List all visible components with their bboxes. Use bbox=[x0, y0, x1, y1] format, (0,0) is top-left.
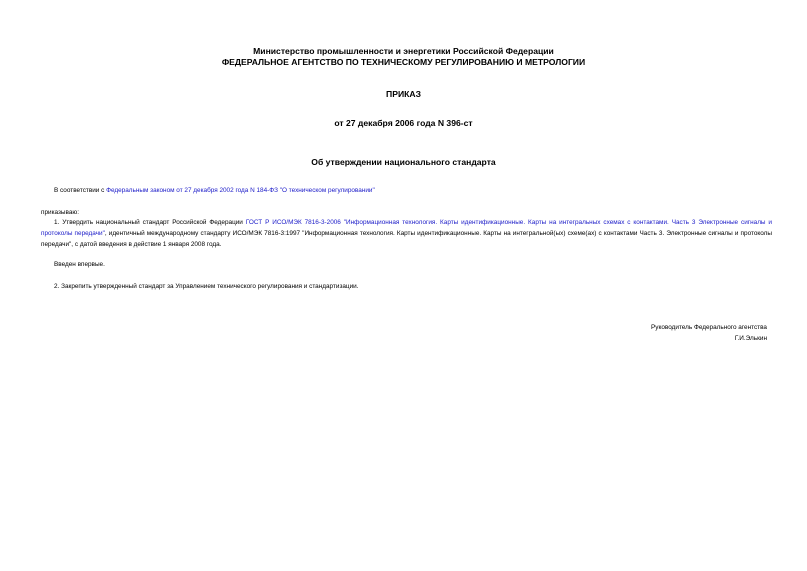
signature-block bbox=[651, 322, 767, 344]
basis-prefix: В соответствии с bbox=[54, 187, 107, 194]
item-1-paragraph bbox=[41, 217, 772, 250]
document-subject: Об утверждении национального стандарта bbox=[311, 157, 496, 167]
standard-link[interactable]: ГОСТ Р ИСО/МЭК 7816-3-2006 "Информационная технология. Карты идентификационные. Карты на интегральных схемах с контактами. Часть 3 Электронные сигналы и протоколы передачи" bbox=[41, 219, 772, 237]
item-2-paragraph: 2. Закрепить утвержденный стандарт за Управлением технического регулирования и стандартизации. bbox=[54, 283, 359, 290]
federal-law-link[interactable]: Федеральным законом от 27 декабря 2002 года N 184-ФЗ "О техническом регулировании" bbox=[106, 187, 375, 194]
ministry-title: Министерство промышленности и энергетики Российской Федерации bbox=[253, 46, 554, 56]
order-word: приказываю: bbox=[41, 209, 79, 216]
document-type: ПРИКАЗ bbox=[386, 89, 421, 99]
signatory-position: Руководитель Федерального агентства bbox=[651, 324, 767, 331]
item-1-prefix: 1. Утвердить национальный стандарт Российской Федерации bbox=[54, 219, 246, 226]
signatory-name: Г.И.Элькин bbox=[734, 335, 767, 342]
item-1-suffix: , идентичный международному стандарту ИСО/МЭК 7816-3:1997 "Информационная технология. Карты идентификационные. Карты на интегральной(ых) схеме(ах) с контактами Часть 3. Электронные сигналы и протоколы передачи", с датой введения в действие 1 января 2008 года. bbox=[41, 230, 772, 248]
basis-paragraph bbox=[54, 185, 375, 196]
intro-note: Введен впервые. bbox=[54, 261, 105, 268]
agency-title: ФЕДЕРАЛЬНОЕ АГЕНТСТВО ПО ТЕХНИЧЕСКОМУ РЕГУЛИРОВАНИЮ И МЕТРОЛОГИИ bbox=[221, 57, 586, 67]
document-date-number: от 27 декабря 2006 года N 396-ст bbox=[334, 118, 473, 128]
